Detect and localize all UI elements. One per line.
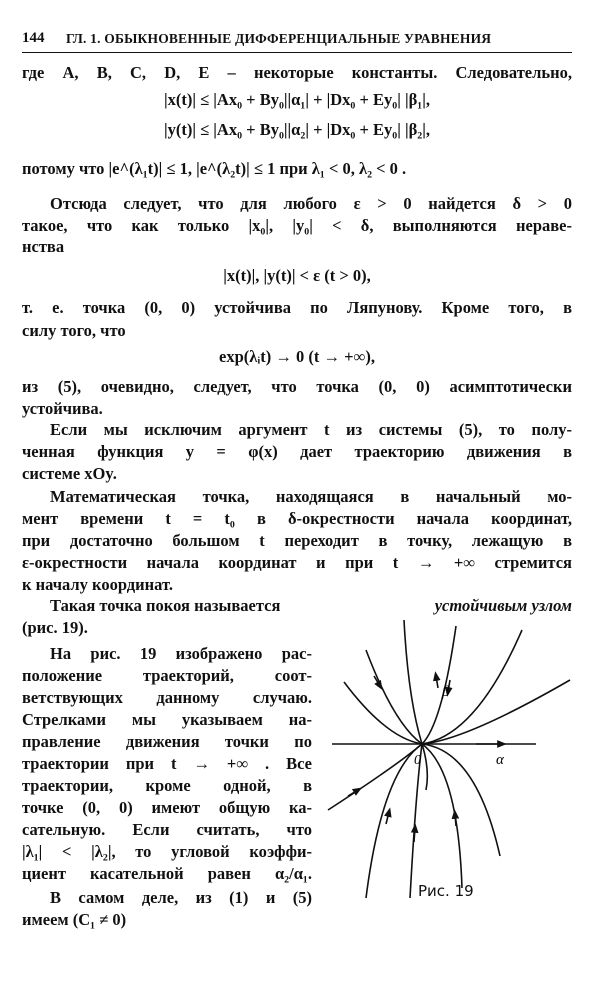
formula-exp: exp(λᵢt) → 0 (t → +∞), [219,347,375,366]
text-line: нства [22,237,65,256]
text-line: Математическая точка, находящаяся в начальный мо- [50,487,572,506]
text-line: сательную. Если считать, что [22,820,312,839]
text-line: ветствующих данному случаю. [22,688,312,707]
text-line: положение траекторий, соот- [22,666,312,685]
text-line: На рис. 19 изображено рас- [50,644,312,663]
text-line: правление движения точки по [22,732,312,751]
trajectory [344,680,570,744]
text-line: силу того, что [22,321,126,340]
label-origin: 0 [414,753,421,768]
direction-arrow [414,828,415,842]
trajectory [422,744,500,856]
trajectory [422,626,456,744]
text-line: к началу координат. [22,575,173,594]
text-line: |λ₁| < |λ₂|, то угловой коэффи- [22,842,312,861]
text-line: (рис. 19). [22,618,88,637]
formula-x-bound: |x(t)| ≤ |Ax₀ + By₀||α₁| + |Dx₀ + Ey₀| |β₁|, [163,90,430,109]
text-line: имеем (C₁ ≠ 0) [22,910,127,929]
label-alpha: α [496,752,504,768]
text-line: из (5), очевидно, следует, что точка (0, 0) асимптотически [22,377,572,396]
text-line: Если мы исключим аргумент t из системы (5), то полу- [50,420,572,439]
term-stable-node: устойчивым узлом [434,596,572,615]
phase-portrait-figure [326,620,572,900]
running-title: ГЛ. 1. ОБЫКНОВЕННЫЕ ДИФФЕРЕНЦИАЛЬНЫЕ УРАВНЕНИЯ [66,31,492,46]
text-line: мент времени t = t₀ в δ-окрестности начала координат, [22,509,572,528]
text-line: т. е. точка (0, 0) устойчива по Ляпунову. Кроме того, в [22,298,572,317]
text-line: ε-окрестности начала координат и при t → +∞ стремится [22,553,572,572]
trajectory [422,630,522,744]
formula-epsilon: |x(t)|, |y(t)| < ε (t > 0), [223,266,371,285]
label-beta: β [442,684,450,700]
direction-arrow [455,814,456,826]
direction-arrow [348,790,358,796]
text-line: системе xOy. [22,464,117,483]
text-line: Такая точка покоя называется [50,596,281,615]
text-line: устойчива. [22,399,103,418]
formula-y-bound: |y(t)| ≤ |Ax₀ + By₀||α₂| + |Dx₀ + Ey₀| |β₂|, [163,120,430,139]
text-line: Отсюда следует, что для любого ε > 0 найдется δ > 0 [50,194,572,213]
arrow-beta [436,676,438,688]
trajectory [422,744,462,888]
trajectory [328,744,422,810]
page-number: 144 [22,30,45,46]
text-line: В самом деле, из (1) и (5) [50,888,312,907]
trajectory [366,650,422,744]
text-line: ченная функция y = φ(x) дает траекторию движения в [22,442,572,461]
text-line: траектории при t → +∞ . Все [22,754,312,773]
text-line: где A, B, C, D, E – некоторые константы. Следовательно, [22,63,572,82]
text-line: потому что |e^(λ₁t)| ≤ 1, |e^(λ₂t)| ≤ 1 при λ₁ < 0, λ₂ < 0 . [22,159,407,178]
text-line: точке (0, 0) имеют общую ка- [22,798,312,817]
running-header [22,30,572,53]
text-line: при достаточно большом t переходит в точку, лежащую в [22,531,572,550]
figure-caption: Рис. 19 [418,882,474,900]
text-line: Стрелками мы указываем на- [22,710,312,729]
text-line: циент касательной равен α₂/α₁. [22,864,312,883]
text-line: такое, что как только |x₀|, |y₀| < δ, выполняются нераве- [22,216,572,235]
text-line: траектории, кроме одной, в [22,776,312,795]
direction-arrow [386,812,389,824]
